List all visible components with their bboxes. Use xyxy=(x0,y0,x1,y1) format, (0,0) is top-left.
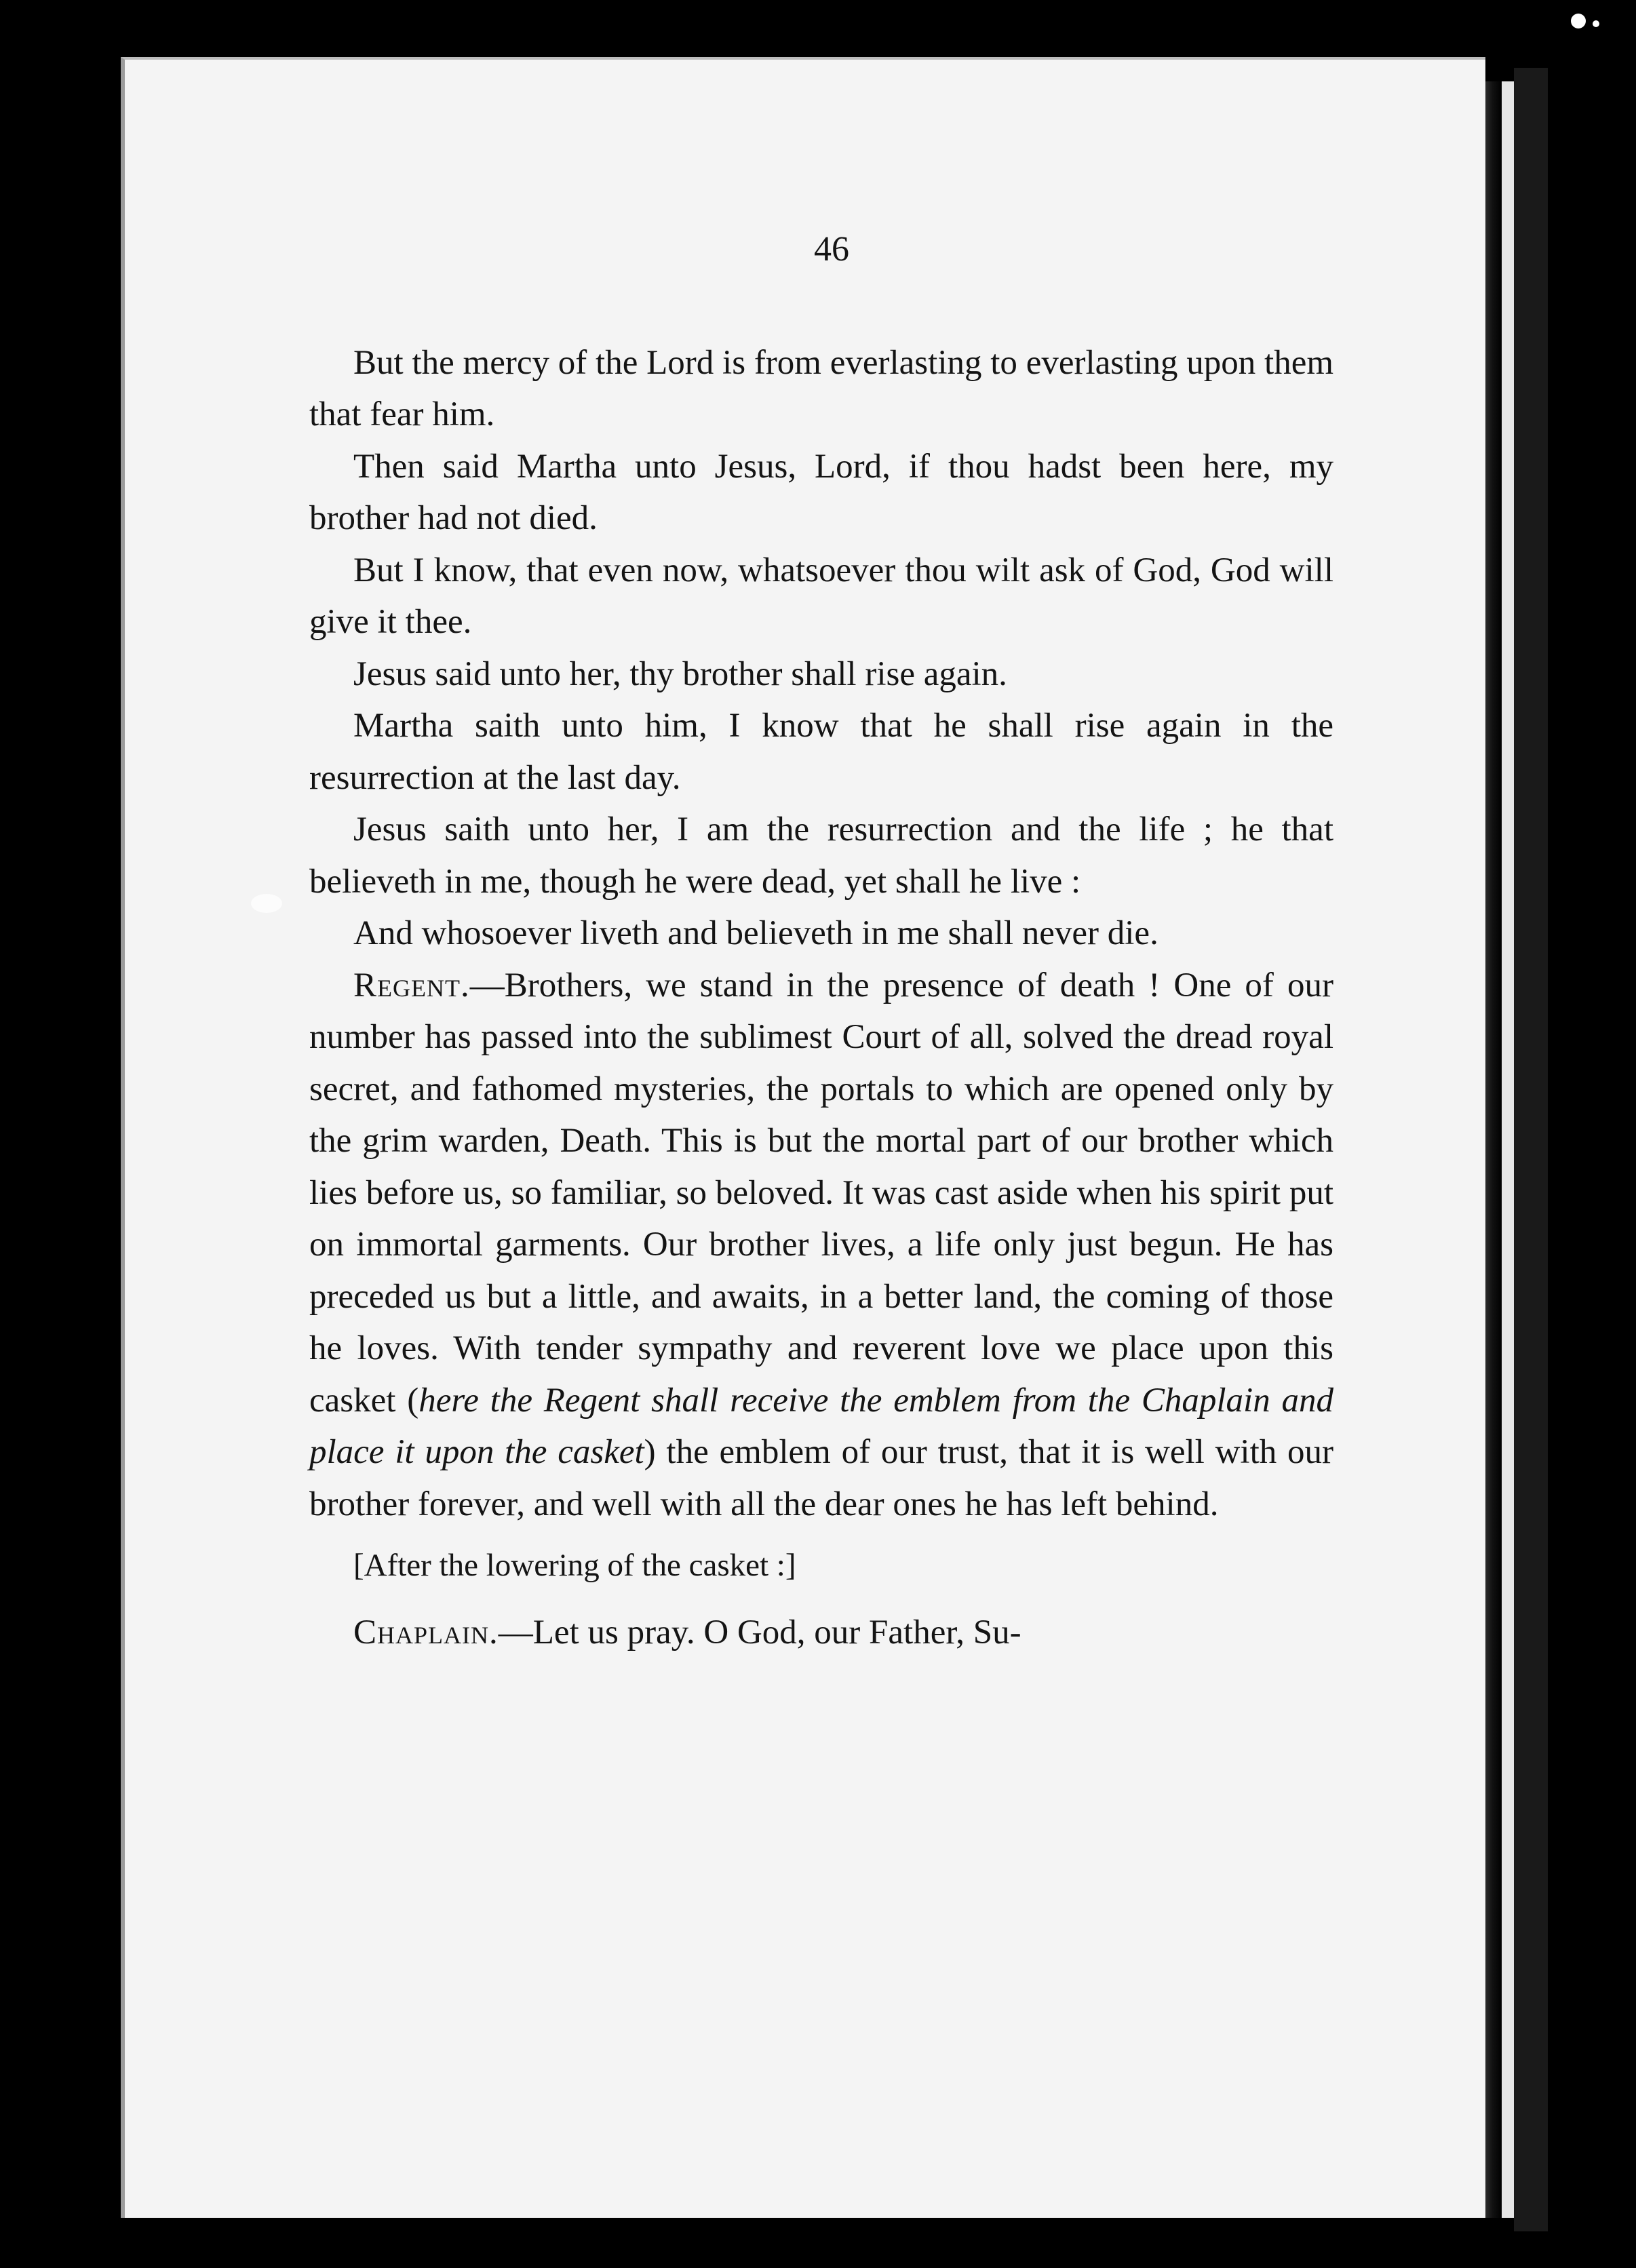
scripture-paragraph: Martha saith unto him, I know that he shall rise again in the resurrection at the last day. xyxy=(309,707,1333,797)
scripture-paragraph: Jesus said unto her, thy brother shall rise again. xyxy=(353,654,1007,693)
page-body xyxy=(309,224,1333,1658)
paper-spot xyxy=(251,894,282,913)
next-page-edge xyxy=(1502,81,1514,2218)
stage-direction-italic: here the Regent shall receive the emblem from the Chaplain and place it upon the casket xyxy=(309,1381,1333,1471)
speaker-chaplain: Chaplain. xyxy=(353,1613,499,1651)
regent-text: —Brothers, we stand in the presence of death ! One of our number has passed into the sublimest Court of all, solved the dread royal secret, and fathomed mysteries, the portals to which are opened only by the grim warden, Death. This is but the mortal part of our brother which lies before us, so familiar, so beloved. It was cast aside when his spirit put on immortal garments. Our brother lives, a life only just begun. He has preceded us but a little, and awaits, in a better land, the coming of those he loves. With tender sympathy and reverent love we place upon this casket ( xyxy=(309,966,1333,1420)
speaker-regent: Regent. xyxy=(353,966,470,1004)
book-edge-shadow xyxy=(1514,68,1548,2231)
scripture-paragraph: And whosoever liveth and believeth in me shall never die. xyxy=(353,914,1158,952)
chaplain-text: —Let us pray. O God, our Father, Su- xyxy=(498,1613,1021,1651)
scripture-paragraph: But the mercy of the Lord is from everlasting to everlasting upon them that fear him. xyxy=(309,343,1333,433)
scripture-paragraph: Jesus saith unto her, I am the resurrection and the life ; he that believeth in me, though he were dead, yet shall he live : xyxy=(309,810,1333,901)
scripture-paragraph: Then said Martha unto Jesus, Lord, if thou hadst been here, my brother had not died. xyxy=(309,447,1333,537)
dust-speck xyxy=(1593,20,1599,27)
chaplain-prayer xyxy=(309,1607,1333,1659)
regent-address xyxy=(309,960,1333,1531)
page-number: 46 xyxy=(814,230,849,269)
dust-speck xyxy=(1571,14,1586,28)
regent-text-continued: ) the emblem of our trust, that it is well with our brother forever, and well with all the dear ones he has left behind. xyxy=(309,1433,1334,1523)
stage-direction: [After the lowering of the casket :] xyxy=(353,1548,796,1583)
scripture-paragraph: But I know, that even now, whatsoever thou wilt ask of God, God will give it thee. xyxy=(309,551,1333,641)
